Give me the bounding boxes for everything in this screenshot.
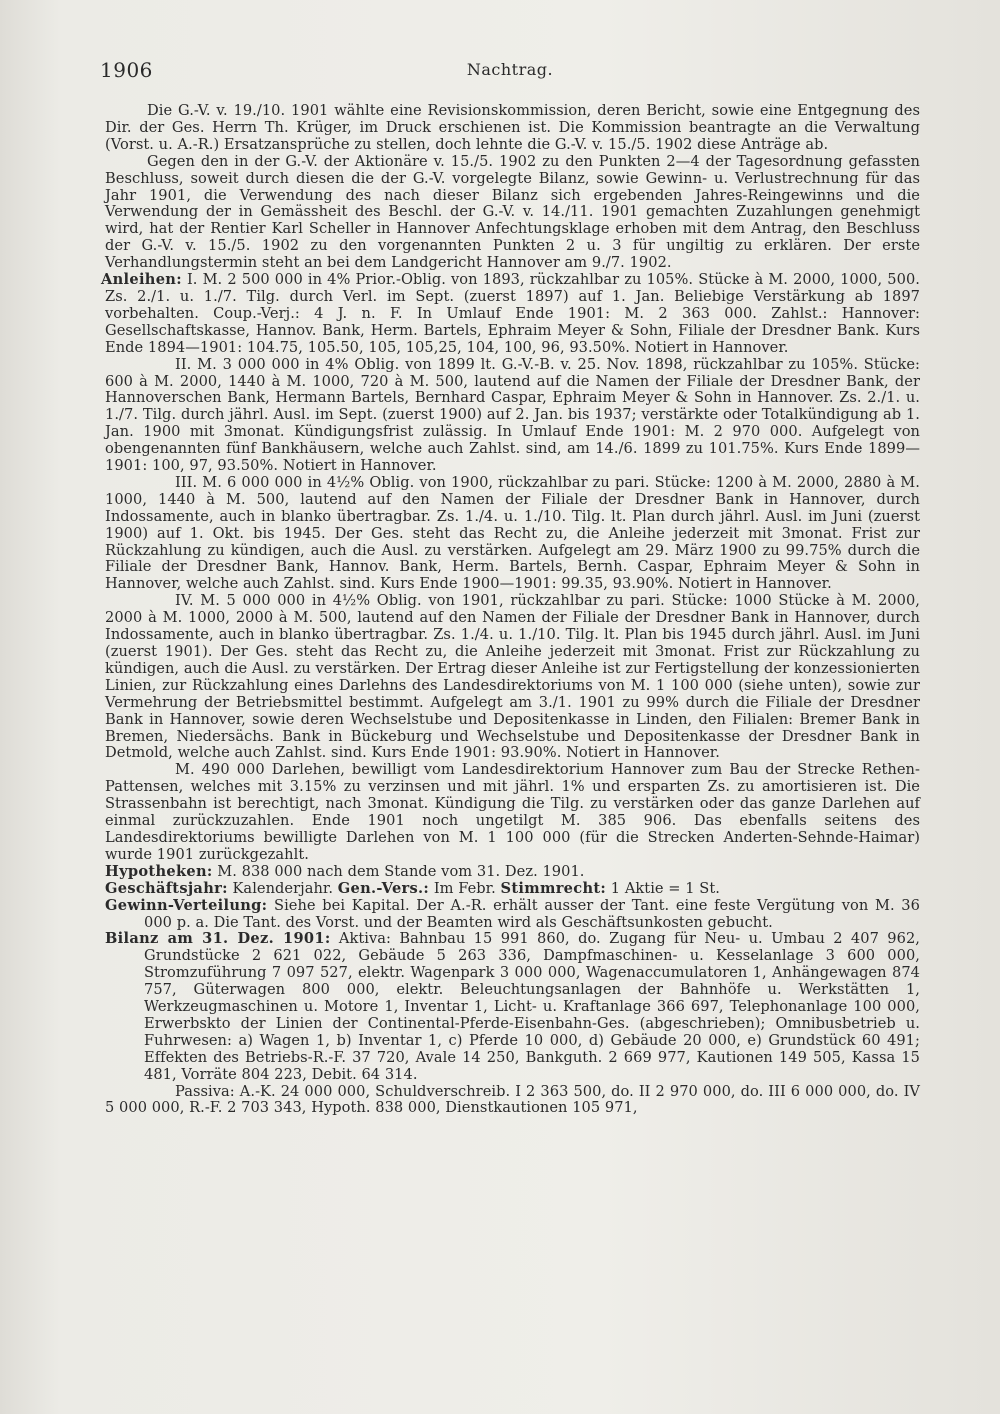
running-title: Nachtrag. xyxy=(466,60,554,79)
gewinn-text: Siehe bei Kapital. Der A.-R. erhält ausser der Tant. eine feste Vergütung von M. 36 000 p. a. Die Tant. des Vorst. und der Beamten wird als Geschäftsunkosten gebucht. xyxy=(144,896,920,931)
label-geschaeftsjahr: Geschäftsjahr: xyxy=(105,879,228,897)
label-anleihen: Anleihen: xyxy=(101,271,182,289)
label-stimmrecht: Stimmrecht: xyxy=(500,879,607,897)
bilanz-passiva: Passiva: A.-K. 24 000 000, Schuldverschreib. I 2 363 500, do. II 2 970 000, do. III 6 000 000, do. IV 5 000 000, R.-F. 2 703 343, Hypoth. 838 000, Dienstkautionen 105 971, xyxy=(105,1082,920,1117)
anleihen-3: III. M. 6 000 000 in 4½% Oblig. von 1900, rückzahlbar zu pari. Stücke: 1200 à M. 2000, 2880 à M. 1000, 1440 à M. 500, lautend auf den Namen der Filiale der Dresdner Bank in Hannover, durch Indossamente, auch in blanko übertragbar. Zs. 1./4. u. 1./10. Tilg. lt. Plan durch jährl. Ausl. im Juni (zuerst 1900) auf 1. Okt. bis 1945. Der Ges. steht das Recht zu, die Anleihe jederzeit mit 3monat. Frist zur Rückzahlung zu kündigen, auch die Ausl. zu verstärken. Aufgelegt am 29. März 1900 zu 99.75% durch die Filiale der Dresdner Bank, Hannov. Bank, Herm. Bartels, Bernh. Caspar, Ephraim Meyer & Sohn in Hannover, welche auch Zahlst. sind. Kurs Ende 1900—1901: 99.35, 93.90%. Notiert in Hannover. xyxy=(105,473,920,593)
paragraph-anfechtungsklage: Gegen den in der G.-V. der Aktionäre v. 15./5. 1902 zu den Punkten 2—4 der Tagesordnung gefassten Beschluss, soweit durch diesen die der G.-V. vorgelegte Bilanz, sowie Gewinn- u. Verlustrechnung für das Jahr 1901, die Verwendung des nach dieser Bilanz sich ergebenden Jahres-Reingewinns und die Verwendung der in Gemässheit des Beschl. der G.-V. v. 14./11. 1901 gemachten Zuzahlungen genehmigt wird, hat der Rentier Karl Scheller in Hannover Anfechtungsklage erhoben mit dem Antrag, den Beschluss der G.-V. v. 15./5. 1902 zu den vorgenannten Punkten 2 u. 3 für ungiltig zu erklären. Der erste Verhandlungstermin steht an bei dem Landgericht Hannover am 9./7. 1902. xyxy=(105,152,920,272)
hypotheken-text: M. 838 000 nach dem Stande vom 31. Dez. 1901. xyxy=(217,862,585,880)
paragraph-revisionskommission: Die G.-V. v. 19./10. 1901 wählte eine Revisionskommission, deren Bericht, sowie eine Entgegnung des Dir. der Ges. Herrn Th. Krüger, im Druck erschienen ist. Die Kommission beantragte an die Verwaltung (Vorst. u. A.-R.) Ersatzansprüche zu stellen, doch lehnte die G.-V. v. 15./5. 1902 diese Anträge ab. xyxy=(105,102,920,153)
body-text xyxy=(101,102,920,1117)
anleihen-1: I. M. 2 500 000 in 4% Prior.-Oblig. von 1893, rückzahlbar zu 105%. Stücke à M. 2000, 1000, 500. Zs. 2./1. u. 1./7. Tilg. durch Verl. im Sept. (zuerst 1897) auf 1. Jan. Beliebige Verstärkung ab 1897 vorbehalten. Coup.-Verj.: 4 J. n. F. In Umlauf Ende 1901: M. 2 363 000. Zahlst.: Hannover: Gesellschaftskasse, Hannov. Bank, Herm. Bartels, Ephraim Meyer & Sohn, Filiale der Dresdner Bank. Kurs Ende 1894—1901: 104.75, 105.50, 105, 105,25, 104, 100, 96, 93.50%. Notiert in Hannover. xyxy=(105,271,920,356)
label-gewinn-verteilung: Gewinn-Verteilung: xyxy=(105,896,268,914)
genvers-text: Im Febr. xyxy=(433,879,496,897)
bilanz-aktiva: Aktiva: Bahnbau 15 991 860, do. Zugang für Neu- u. Umbau 2 407 962, Grundstücke 2 621 022, Gebäude 5 263 336, Dampfmaschinen- u. Kesselanlage 3 600 000, Stromzuführung 7 097 527, elektr. Wagenpark 3 000 000, Wagenaccumulatoren 1, Anhängewagen 874 757, Güterwagen 800 000, elektr. Beleuchtungsanlagen der Bahnhöfe u. Werkstätten 1, Werkzeugmaschinen u. Motore 1, Inventar 1, Licht- u. Kraftanlage 366 697, Telephonanlage 100 000, Erwerbskto der Linien der Continental-Pferde-Eisenbahn-Ges. (abgeschrieben); Omnibusbetrieb u. Fuhrwesen: a) Wagen 1, b) Inventar 1, c) Pferde 10 000, d) Gebäude 20 000, e) Grundstück 60 491; Effekten des Betriebs-R.-F. 37 720, Avale 14 250, Bankguth. 2 669 977, Kautionen 149 505, Kassa 15 481, Vorräte 804 223, Debit. 64 314. xyxy=(144,930,920,1083)
section-gewinn-verteilung xyxy=(105,898,920,932)
section-bilanz xyxy=(105,931,920,1083)
label-hypotheken: Hypotheken: xyxy=(105,862,213,880)
section-hypotheken xyxy=(105,864,920,881)
label-bilanz: Bilanz am 31. Dez. 1901: xyxy=(105,930,331,948)
stimmrecht-text: 1 Aktie = 1 St. xyxy=(610,879,720,897)
anleihen-4: IV. M. 5 000 000 in 4½% Oblig. von 1901, rückzahlbar zu pari. Stücke: 1000 Stücke à M. 2000, 2000 à M. 1000, 2000 à M. 500, lautend auf den Namen der Filiale der Dresdner Bank in Hannover, durch Indossamente, auch in blanko übertragbar. Zs. 1./4. u. 1./10. Tilg. lt. Plan bis 1945 durch jährl. Ausl. im Juni (zuerst 1901). Der Ges. steht das Recht zu, die Anleihe jederzeit mit 3monat. Frist zur Rückzahlung zu kündigen, auch die Ausl. zu verstärken. Der Ertrag dieser Anleihe ist zur Fertigstellung der konzessionierten Linien, zur Rückzahlung eines Darlehns des Landesdirektoriums von M. 1 100 000 (siehe unten), sowie zur Vermehrung der Betriebsmittel bestimmt. Aufgelegt am 3./1. 1901 zu 99% durch die Filiale der Dresdner Bank in Hannover, sowie deren Wechselstube und Depositenkasse in Linden, den Filialen: Bremer Bank in Bremen, Niedersächs. Bank in Bückeburg und Wechselstube und Depositenkasse der Dresdner Bank in Detmold, welche auch Zahlst. sind. Kurs Ende 1901: 93.90%. Notiert in Hannover. xyxy=(105,592,920,762)
label-genvers: Gen.-Vers.: xyxy=(337,879,430,897)
section-anleihen xyxy=(101,271,920,357)
section-geschaeftsjahr xyxy=(105,881,920,898)
anleihen-2: II. M. 3 000 000 in 4% Oblig. von 1899 lt. G.-V.-B. v. 25. Nov. 1898, rückzahlbar zu 105%. Stücke: 600 à M. 2000, 1440 à M. 1000, 720 à M. 500, lautend auf die Namen der Filiale der Dresdner Bank, der Hannoverschen Bank, Hermann Bartels, Bernhard Caspar, Ephraim Meyer & Sohn in Hannover. Zs. 2./1. u. 1./7. Tilg. durch jährl. Ausl. im Sept. (zuerst 1900) auf 2. Jan. bis 1937; verstärkte oder Totalkündigung ab 1. Jan. 1900 mit 3monat. Kündigungsfrist zulässig. In Umlauf Ende 1901: M. 2 970 000. Aufgelegt von obengenannten fünf Bankhäusern, welche auch Zahlst. sind, am 14./6. 1899 zu 101.75%. Kurs Ende 1899—1901: 100, 97, 93.50%. Notiert in Hannover. xyxy=(105,355,920,475)
darlehen: M. 490 000 Darlehen, bewilligt vom Landesdirektorium Hannover zum Bau der Strecke Rethen-Pattensen, welches mit 3.15% zu verzinsen und mit jährl. 1% und ersparten Zs. zu amortisieren ist. Die Strassenbahn ist berechtigt, nach 3monat. Kündigung die Tilg. zu verstärken oder das ganze Darlehen auf einmal zurückzuzahlen. Ende 1901 noch ungetilgt M. 385 906. Das ebenfalls seitens des Landesdirektoriums bewilligte Darlehen von M. 1 100 000 (für die Strecken Anderten-Sehnde-Haimar) wurde 1901 zurückgezahlt. xyxy=(105,761,920,863)
geschaeftsjahr-text: Kalenderjahr. xyxy=(232,879,334,897)
page-number: 1906 xyxy=(100,58,153,82)
page-header xyxy=(100,58,920,88)
